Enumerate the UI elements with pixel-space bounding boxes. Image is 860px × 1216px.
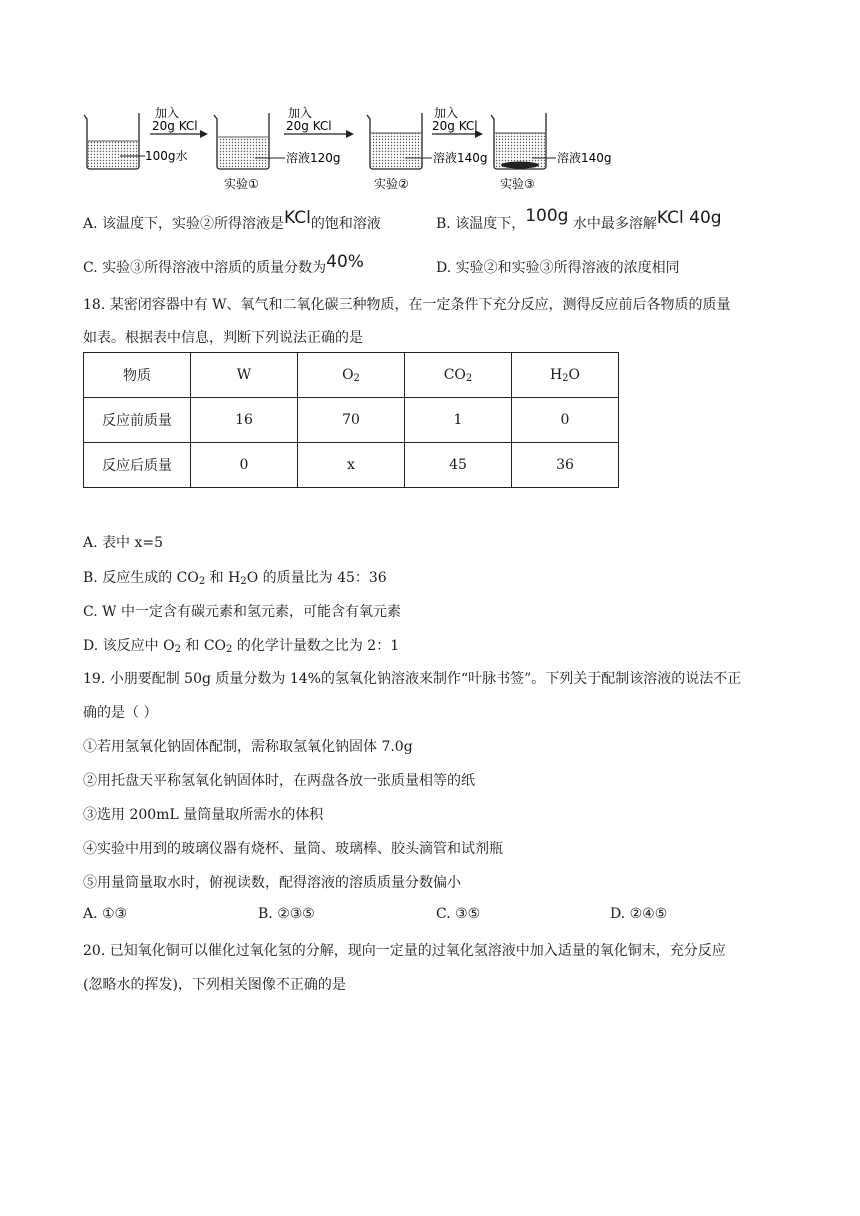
table-cell: 1: [405, 398, 512, 443]
table-cell: 45: [405, 443, 512, 488]
table-cell: 反应前质量: [84, 398, 191, 443]
table-cell: x: [298, 443, 405, 488]
table-cell: W: [191, 353, 298, 398]
q18-option-d: D. 该反应中 $O_2$ 和 $CO_2$ 的化学计量数之比为 2：1: [83, 638, 400, 655]
add-amount-2: 20g KCl: [286, 119, 332, 133]
exp-2-label: 实验②: [374, 177, 409, 191]
table-cell: 反应后质量: [84, 443, 191, 488]
table-cell: $O_2$: [298, 353, 405, 398]
q20-stem-line1: 20. 已知氧化铜可以催化过氧化氢的分解，现向一定量的过氧化氢溶液中加入适量的氧化铜末，充分反应: [83, 943, 726, 959]
q19-option-b: B. ②③⑤: [258, 906, 315, 922]
add-label-2: 加入: [288, 106, 313, 120]
q17-b-formula: KCl 40g: [656, 208, 722, 228]
q19-stem-line2: 确的是（ ）: [83, 705, 158, 721]
beaker-3-label: 溶液140g: [557, 151, 612, 165]
table-header-row: [84, 353, 619, 398]
q17-c-value: 40%: [326, 252, 364, 272]
exp-3-label: 实验③: [500, 177, 535, 191]
undissolved-solid: [501, 162, 539, 169]
q17-option-c: [83, 252, 364, 277]
add-amount-3: 20g KCl: [432, 119, 478, 133]
q18-stem-line2: 如表。根据表中信息，判断下列说法正确的是: [83, 330, 363, 346]
table-row: [84, 398, 619, 443]
q18-option-a: A. 表中 x=5: [83, 535, 163, 551]
table-cell: 16: [191, 398, 298, 443]
q19-option-a: A. ①③: [83, 906, 128, 922]
table-cell: 70: [298, 398, 405, 443]
q19-statement-4: ④实验中用到的玻璃仪器有烧杯、量筒、玻璃棒、胶头滴管和试剂瓶: [83, 841, 503, 857]
beaker-1: [214, 113, 285, 169]
q19-statement-5: ⑤用量筒量取水时，俯视读数，配得溶液的溶质质量分数偏小: [83, 875, 461, 891]
q17-b-mass: 100g: [525, 206, 569, 226]
q19-statement-1: ①若用氢氧化钠固体配制，需称取氢氧化钠固体 7.0g: [83, 739, 413, 755]
q17-b-text: B. 该温度下，: [436, 216, 526, 232]
exp-1-label: 实验①: [224, 177, 259, 191]
table-cell: 0: [191, 443, 298, 488]
beaker-0-label: 100g水: [145, 149, 188, 163]
q18-stem-line1: 18. 某密闭容器中有 W、氧气和二氧化碳三种物质，在一定条件下充分反应，测得反应前后各物质的质量: [83, 297, 731, 313]
q17-a-text-end: 的饱和溶液: [310, 216, 381, 232]
beaker-experiment-figure: [0, 0, 860, 200]
add-label-1: 加入: [155, 106, 180, 120]
table-cell: $CO_2$: [405, 353, 512, 398]
q20-stem-line2: (忽略水的挥发)，下列相关图像不正确的是: [83, 977, 346, 993]
q17-option-b: [436, 206, 722, 233]
beaker-3: [491, 113, 556, 169]
q17-b-text-mid: 水中最多溶解: [572, 216, 657, 232]
q19-statement-2: ②用托盘天平称氢氧化钠固体时，在两盘各放一张质量相等的纸: [83, 773, 475, 789]
table-cell: 36: [512, 443, 619, 488]
q19-option-d: D. ②④⑤: [610, 906, 668, 922]
table-cell: $H_2O$: [512, 353, 619, 398]
q17-a-text: A. 该温度下，实验②所得溶液是: [83, 216, 285, 232]
q19-option-c: C. ③⑤: [436, 906, 481, 922]
add-label-3: 加入: [434, 106, 459, 120]
q19-statement-3: ③选用 200mL 量筒量取所需水的体积: [83, 807, 324, 823]
q18-mass-table: [83, 352, 619, 488]
q17-c-text: C. 实验③所得溶液中溶质的质量分数为: [83, 260, 327, 276]
table-row: [84, 443, 619, 488]
q19-stem-line1: 19. 小朋要配制 50g 质量分数为 14%的氢氧化钠溶液来制作“叶脉书签”。下列关于配制该溶液的说法不正: [83, 671, 742, 687]
q17-option-a: [83, 208, 381, 233]
table-cell: 0: [512, 398, 619, 443]
beaker-1-label: 溶液120g: [286, 151, 341, 165]
q17-option-d: D. 实验②和实验③所得溶液的浓度相同: [436, 260, 680, 276]
add-amount-1: 20g KCl: [152, 119, 198, 133]
q17-a-formula: KCl: [284, 208, 311, 228]
beaker-0: [84, 113, 145, 169]
table-cell: 物质: [84, 353, 191, 398]
beaker-2-label: 溶液140g: [433, 151, 488, 165]
beaker-2: [367, 113, 432, 169]
q18-option-b: B. 反应生成的 $CO_2$ 和 $H_2O$ 的质量比为 45：36: [83, 570, 387, 587]
q18-option-c: C. W 中一定含有碳元素和氢元素，可能含有氧元素: [83, 604, 401, 620]
